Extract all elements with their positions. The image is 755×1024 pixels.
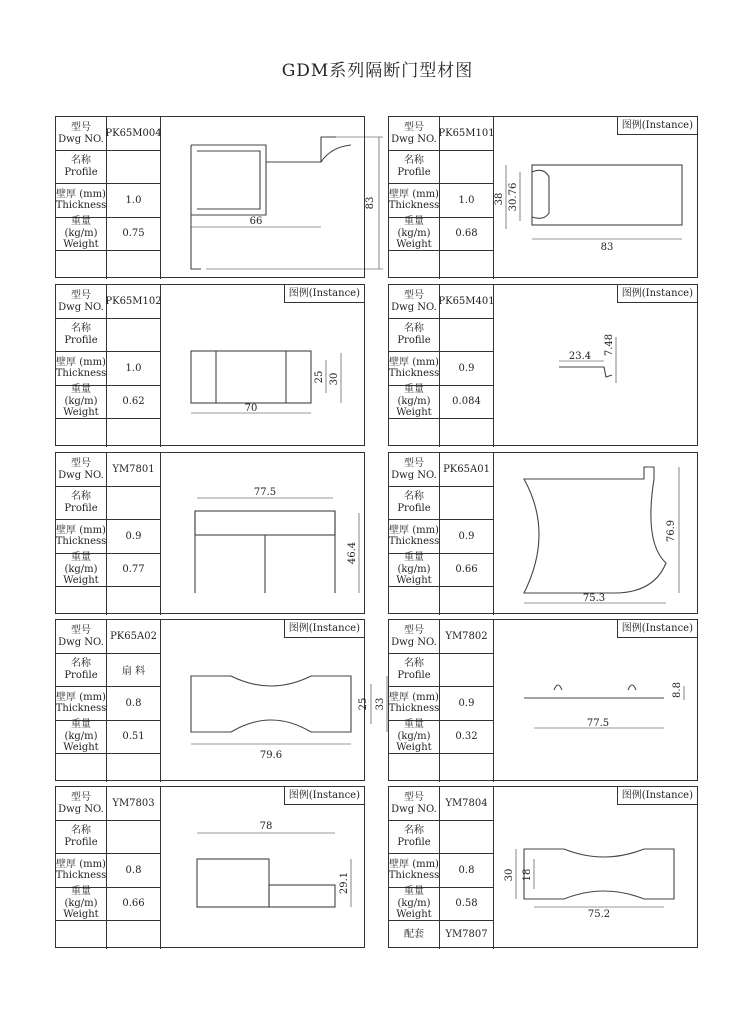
profile-name-label: 名称 Profile — [389, 820, 440, 853]
match-value — [440, 753, 494, 782]
dwg-number-label: 型号 Dwg NO. — [56, 787, 107, 820]
dwg-number-label: 型号 Dwg NO. — [389, 787, 440, 820]
dwg-number-value: YM7802 — [440, 620, 494, 653]
profile-name-value: 扇 料 — [107, 653, 161, 686]
profile-name-label: 名称 Profile — [56, 486, 107, 519]
profile-card — [55, 284, 365, 446]
dwg-number-value: PK65M401 — [440, 285, 494, 318]
dwg-number-value: YM7804 — [440, 787, 494, 820]
profile-name-value — [440, 486, 494, 519]
match-label — [389, 418, 440, 447]
dwg-number-value: YM7801 — [107, 453, 161, 486]
profile-card — [55, 619, 386, 781]
match-label — [56, 418, 107, 447]
match-label — [56, 586, 107, 615]
dimension-label: 38 — [494, 192, 505, 206]
thickness-value: 0.9 — [107, 519, 161, 553]
profile-name-value — [440, 820, 494, 853]
weight-label: 重量 (kg/m) Weight — [389, 385, 440, 418]
thickness-value: 1.0 — [440, 183, 494, 217]
match-value — [440, 250, 494, 279]
dwg-number-value: PK65A01 — [440, 453, 494, 486]
dimension-label: 77.5 — [586, 718, 610, 729]
dimension-label: 18 — [522, 868, 533, 882]
match-value — [107, 920, 161, 949]
dimension-label: 30.76 — [508, 182, 519, 212]
profile-card — [55, 116, 376, 278]
weight-value: 0.68 — [440, 217, 494, 250]
dimension-label: 78 — [259, 821, 273, 832]
dwg-number-value: PK65A02 — [107, 620, 161, 653]
match-label — [56, 250, 107, 279]
thickness-value: 0.8 — [440, 853, 494, 887]
dimension-label: 76.9 — [666, 519, 677, 543]
profile-drawing — [494, 285, 699, 447]
thickness-value: 0.9 — [440, 686, 494, 720]
profile-drawing — [494, 453, 699, 615]
weight-label: 重量 (kg/m) Weight — [389, 887, 440, 920]
dimension-label: 29.1 — [339, 871, 350, 895]
dwg-number-value: PK65M004 — [107, 117, 161, 150]
profile-drawing — [161, 620, 386, 782]
thickness-value: 0.8 — [107, 853, 161, 887]
weight-label: 重量 (kg/m) Weight — [389, 217, 440, 250]
match-value — [107, 250, 161, 279]
profile-drawing — [494, 117, 699, 279]
thickness-value: 1.0 — [107, 183, 161, 217]
thickness-label: 壁厚 (mm) Thickness — [389, 351, 440, 385]
profile-drawing — [161, 787, 366, 949]
weight-label: 重量 (kg/m) Weight — [389, 720, 440, 753]
dimension-label: 75.2 — [587, 909, 611, 920]
dwg-number-label: 型号 Dwg NO. — [389, 117, 440, 150]
instance-label: 图例(Instance) — [617, 117, 697, 135]
profile-drawing — [161, 453, 366, 615]
thickness-label: 壁厚 (mm) Thickness — [389, 519, 440, 553]
instance-label: 图例(Instance) — [284, 620, 364, 638]
dimension-label: 30 — [504, 868, 515, 882]
dwg-number-value: PK65M102 — [107, 285, 161, 318]
instance-label: 图例(Instance) — [617, 285, 697, 303]
profile-card — [388, 284, 698, 446]
weight-label: 重量 (kg/m) Weight — [56, 553, 107, 586]
dimension-label: 83 — [600, 242, 614, 253]
dimension-label: 33 — [375, 697, 386, 711]
thickness-label: 壁厚 (mm) Thickness — [56, 351, 107, 385]
profile-name-value — [440, 150, 494, 183]
match-label — [56, 920, 107, 949]
dimension-label: 23.4 — [568, 351, 592, 362]
match-value — [440, 418, 494, 447]
dwg-number-label: 型号 Dwg NO. — [389, 620, 440, 653]
profile-name-label: 名称 Profile — [56, 653, 107, 686]
thickness-label: 壁厚 (mm) Thickness — [56, 853, 107, 887]
dwg-number-value: YM7803 — [107, 787, 161, 820]
weight-value: 0.32 — [440, 720, 494, 753]
profile-name-label: 名称 Profile — [56, 820, 107, 853]
weight-label: 重量 (kg/m) Weight — [56, 887, 107, 920]
weight-value: 0.66 — [107, 887, 161, 920]
thickness-value: 0.9 — [440, 351, 494, 385]
weight-value: 0.66 — [440, 553, 494, 586]
profile-card — [388, 116, 698, 278]
profile-name-label: 名称 Profile — [389, 486, 440, 519]
weight-value: 0.75 — [107, 217, 161, 250]
thickness-label: 壁厚 (mm) Thickness — [56, 686, 107, 720]
dwg-number-label: 型号 Dwg NO. — [389, 285, 440, 318]
profile-card — [55, 786, 365, 948]
dwg-number-label: 型号 Dwg NO. — [56, 453, 107, 486]
match-value — [107, 418, 161, 447]
dwg-number-value: PK65M101 — [440, 117, 494, 150]
dimension-label: 25 — [358, 697, 369, 711]
profile-drawing — [494, 787, 699, 949]
dimension-label: 25 — [314, 370, 325, 384]
profile-name-value — [107, 150, 161, 183]
profile-name-value — [107, 820, 161, 853]
dwg-number-label: 型号 Dwg NO. — [56, 117, 107, 150]
dimension-label: 75.3 — [582, 593, 606, 604]
profile-card — [388, 452, 698, 614]
dimension-label: 66 — [249, 216, 263, 227]
profile-name-label: 名称 Profile — [389, 318, 440, 351]
profile-card — [388, 619, 698, 781]
thickness-value: 0.9 — [440, 519, 494, 553]
page-title: GDM系列隔断门型材图 — [281, 61, 474, 81]
dwg-number-label: 型号 Dwg NO. — [56, 620, 107, 653]
profile-name-label: 名称 Profile — [56, 318, 107, 351]
thickness-label: 壁厚 (mm) Thickness — [389, 183, 440, 217]
weight-value: 0.51 — [107, 720, 161, 753]
match-label — [389, 250, 440, 279]
thickness-value: 1.0 — [107, 351, 161, 385]
dwg-number-label: 型号 Dwg NO. — [389, 453, 440, 486]
weight-value: 0.77 — [107, 553, 161, 586]
thickness-value: 0.8 — [107, 686, 161, 720]
profile-card — [55, 452, 365, 614]
dimension-label: 70 — [244, 403, 258, 414]
dwg-number-label: 型号 Dwg NO. — [56, 285, 107, 318]
dimension-label: 7.48 — [604, 333, 615, 357]
weight-value: 0.62 — [107, 385, 161, 418]
profile-name-value — [440, 653, 494, 686]
dimension-label: 46.4 — [347, 541, 358, 565]
profile-name-label: 名称 Profile — [56, 150, 107, 183]
profile-drawing — [494, 620, 699, 782]
thickness-label: 壁厚 (mm) Thickness — [389, 686, 440, 720]
match-label — [56, 753, 107, 782]
weight-label: 重量 (kg/m) Weight — [56, 720, 107, 753]
weight-value: 0.084 — [440, 385, 494, 418]
dimension-label: 8.8 — [672, 682, 683, 698]
dimension-label: 30 — [329, 372, 340, 386]
profile-name-value — [440, 318, 494, 351]
profile-name-value — [107, 318, 161, 351]
profile-name-label: 名称 Profile — [389, 150, 440, 183]
weight-label: 重量 (kg/m) Weight — [56, 217, 107, 250]
thickness-label: 壁厚 (mm) Thickness — [389, 853, 440, 887]
dimension-label: 77.5 — [253, 487, 277, 498]
profile-drawing — [161, 285, 366, 447]
thickness-label: 壁厚 (mm) Thickness — [56, 183, 107, 217]
dimension-label: 83 — [365, 196, 376, 210]
match-value — [440, 586, 494, 615]
instance-label: 图例(Instance) — [617, 620, 697, 638]
thickness-label: 壁厚 (mm) Thickness — [56, 519, 107, 553]
match-label: 配套 — [389, 920, 440, 949]
weight-label: 重量 (kg/m) Weight — [389, 553, 440, 586]
match-label — [389, 753, 440, 782]
weight-value: 0.58 — [440, 887, 494, 920]
match-value: YM7807 — [440, 920, 494, 949]
match-label — [389, 586, 440, 615]
match-value — [107, 753, 161, 782]
instance-label: 图例(Instance) — [284, 285, 364, 303]
profile-name-value — [107, 486, 161, 519]
instance-label: 图例(Instance) — [617, 787, 697, 805]
profile-drawing — [161, 117, 376, 279]
weight-label: 重量 (kg/m) Weight — [56, 385, 107, 418]
instance-label: 图例(Instance) — [284, 787, 364, 805]
profile-card — [388, 786, 698, 948]
match-value — [107, 586, 161, 615]
profile-name-label: 名称 Profile — [389, 653, 440, 686]
dimension-label: 79.6 — [259, 750, 283, 761]
